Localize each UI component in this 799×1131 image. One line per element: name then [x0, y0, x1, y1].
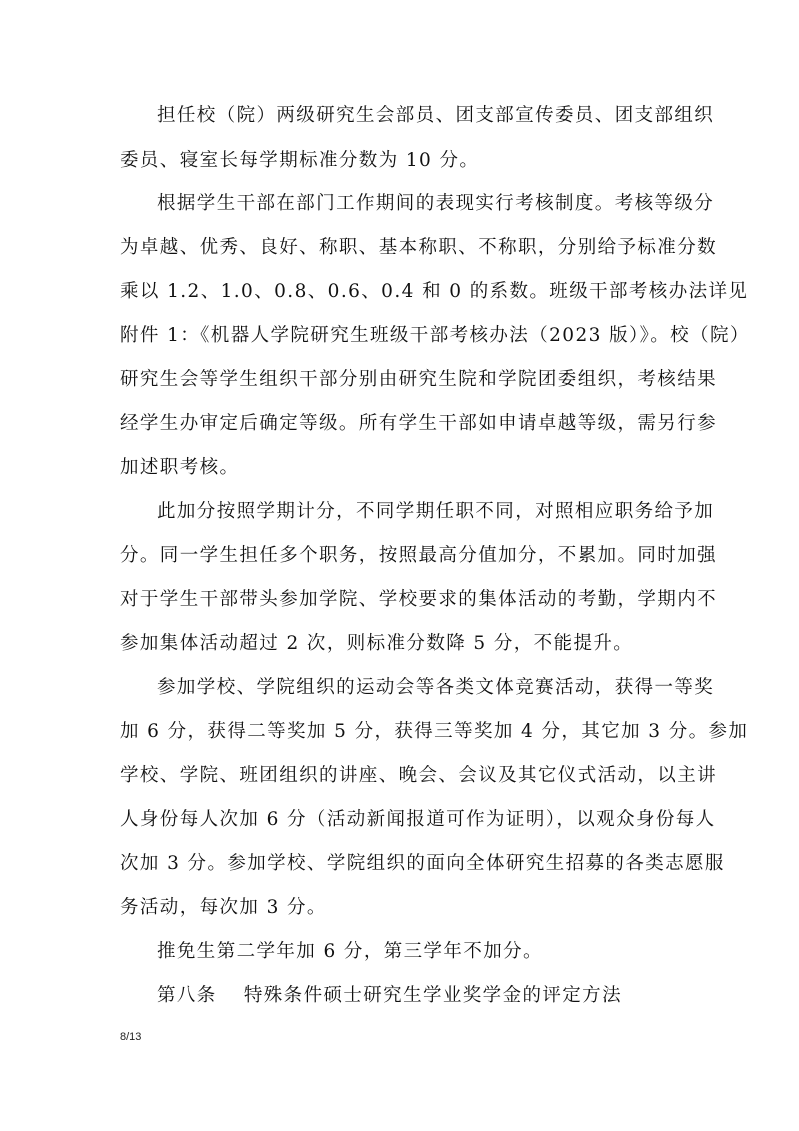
text-line: 次加 3 分。参加学校、学院组织的面向全体研究生招募的各类志愿服 — [120, 853, 725, 874]
text-line: 担任校（院）两级研究生会部员、团支部宣传委员、团支部组织 — [157, 105, 715, 126]
text-line: 委员、寝室长每学期标准分数为 10 分。 — [120, 150, 480, 171]
text-line: 根据学生干部在部门工作期间的表现实行考核制度。考核等级分 — [157, 193, 715, 214]
text-line: 人身份每人次加 6 分（活动新闻报道可作为证明），以观众身份每人 — [120, 809, 716, 830]
text-line: 学校、学院、班团组织的讲座、晚会、会议及其它仪式活动，以主讲 — [120, 765, 718, 786]
section-heading: 第八条 特殊条件硕士研究生学业奖学金的评定方法 — [157, 985, 622, 1006]
text-line: 经学生办审定后确定等级。所有学生干部如申请卓越等级，需另行参 — [120, 413, 718, 434]
page-number: 8/13 — [120, 1031, 142, 1043]
text-line: 为卓越、优秀、良好、称职、基本称职、不称职，分别给予标准分数 — [120, 237, 718, 258]
text-line: 对于学生干部带头参加学院、学校要求的集体活动的考勤，学期内不 — [120, 589, 718, 610]
text-line: 乘以 1.2、1.0、0.8、0.6、0.4 和 0 的系数。班级干部考核办法详见 — [120, 281, 749, 302]
text-line: 参加学校、学院组织的运动会等各类文体竞赛活动，获得一等奖 — [157, 677, 715, 698]
text-line: 参加集体活动超过 2 次，则标准分数降 5 分，不能提升。 — [120, 633, 634, 654]
text-line: 此加分按照学期计分，不同学期任职不同，对照相应职务给予加 — [157, 501, 715, 522]
text-line: 加 6 分，获得二等奖加 5 分，获得三等奖加 4 分，其它加 3 分。参加 — [120, 721, 749, 742]
text-line: 加述职考核。 — [120, 457, 240, 478]
text-line: 分。同一学生担任多个职务，按照最高分值加分，不累加。同时加强 — [120, 545, 718, 566]
text-line: 务活动，每次加 3 分。 — [120, 897, 327, 918]
text-line: 推免生第二学年加 6 分，第三学年不加分。 — [157, 941, 543, 962]
text-line: 附件 1：《机器人学院研究生班级干部考核办法（2023 版）》。校（院） — [120, 325, 750, 346]
text-line: 研究生会等学生组织干部分别由研究生院和学院团委组织，考核结果 — [120, 369, 718, 390]
